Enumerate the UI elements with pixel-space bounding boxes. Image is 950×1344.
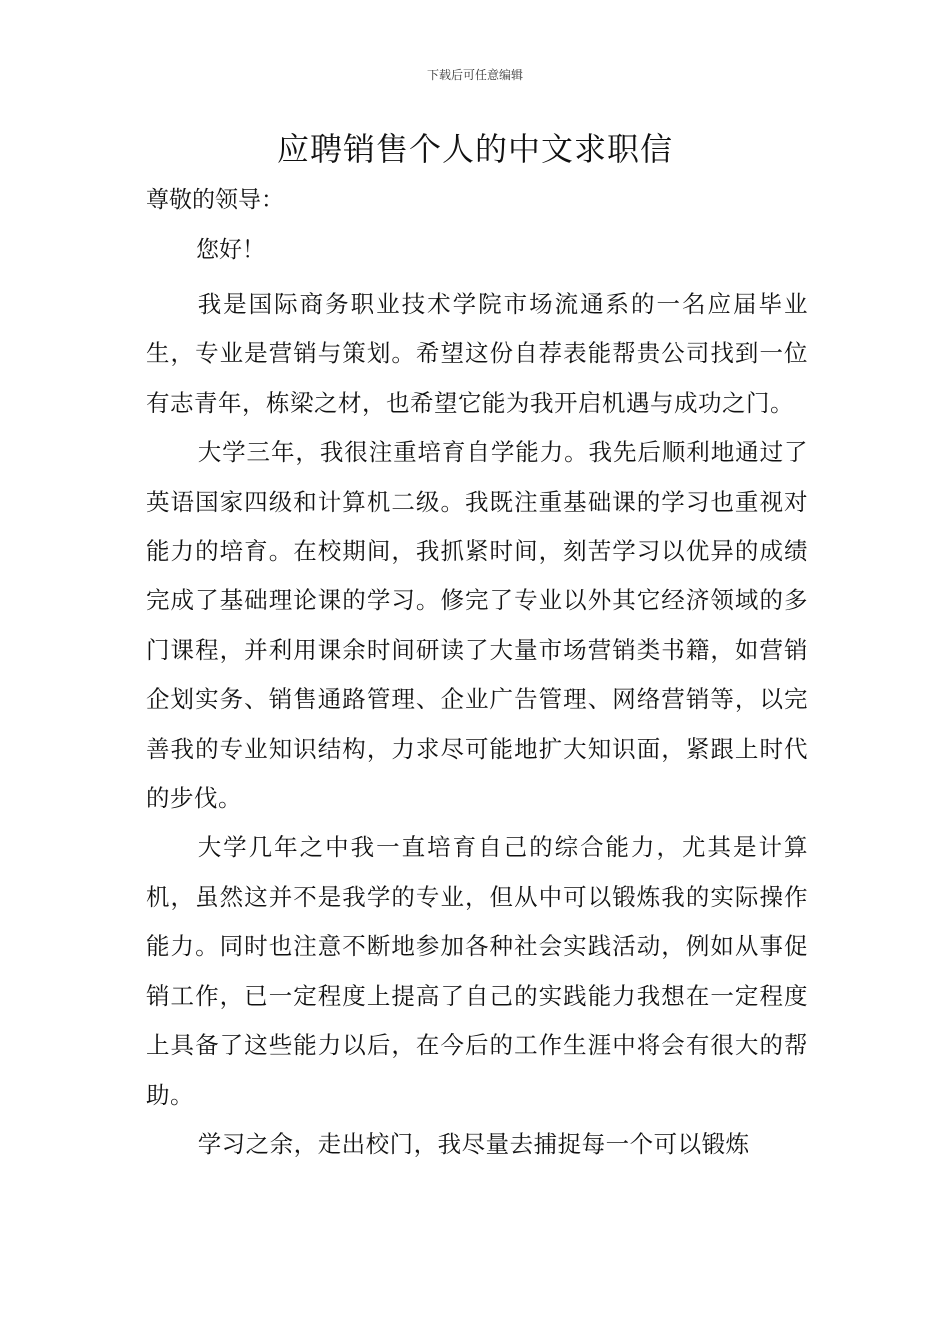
salutation: 尊敬的领导： — [146, 187, 284, 213]
letter-body — [146, 280, 808, 1169]
greeting: 您好！ — [196, 237, 265, 263]
paragraph-study: 大学三年，我很注重培育自学能力。我先后顺利地通过了英语国家四级和计算机二级。我既注重基础课的学习也重视对能力的培育。在校期间，我抓紧时间，刻苦学习以优异的成绩完成了基础理论课的学习。修完了专业以外其它经济领域的多门课程，并利用课余时间研读了大量市场营销类书籍，如营销企划实务、销售通路管理、企业广告管理、网络营销等，以完善我的专业知识结构，力求尽可能地扩大知识面，紧跟上时代的步伐。 — [146, 438, 808, 813]
paragraph-introduction: 我是国际商务职业技术学院市场流通系的一名应届毕业生，专业是营销与策划。希望这份自荐表能帮贵公司找到一位有志青年，栋梁之材，也希望它能为我开启机遇与成功之门。 — [146, 290, 808, 417]
header-note: 下载后可任意编辑 — [426, 68, 523, 82]
paragraph-practice: 学习之余，走出校门，我尽量去捕捉每一个可以锻炼 — [197, 1129, 750, 1158]
document-title: 应聘销售个人的中文求职信 — [276, 130, 673, 168]
paragraph-abilities: 大学几年之中我一直培育自己的综合能力，尤其是计算机，虽然这并不是我学的专业，但从中可以锻炼我的实际操作能力。同时也注意不断地参加各种社会实践活动，例如从事促销工作，已一定程度上提高了自己的实践能力我想在一定程度上具备了这些能力以后，在今后的工作生涯中将会有很大的帮助。 — [146, 833, 808, 1109]
